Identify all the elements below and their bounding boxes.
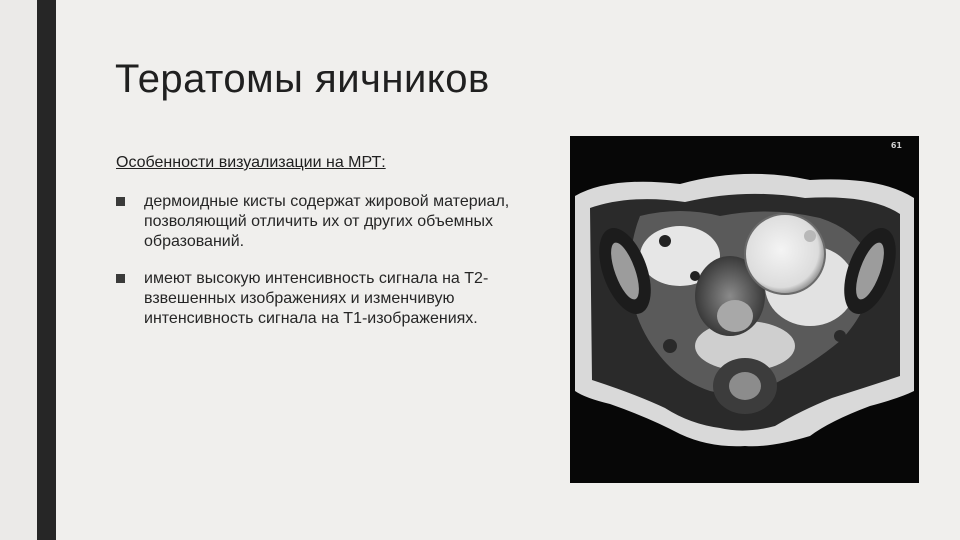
bullet-item <box>116 269 536 329</box>
square-bullet-icon <box>116 274 125 283</box>
slide-subtitle: Особенности визуализации на МРТ: <box>116 154 386 171</box>
mri-pelvis-scan <box>570 136 919 483</box>
bullet-item <box>116 192 536 252</box>
slide-title: Тератомы яичников <box>115 57 490 101</box>
mri-image <box>570 136 919 483</box>
image-number-label: 61 <box>890 141 902 150</box>
square-bullet-icon <box>116 197 125 206</box>
bullet-text: имеют высокую интенсивность сигнала на T2-взвешенных изображениях и изменчивую интенсивность сигнала на T1-изображениях. <box>144 270 489 327</box>
bullet-list <box>116 192 536 346</box>
left-accent-bar <box>37 0 56 540</box>
bullet-text: дермоидные кисты содержат жировой материал, позволяющий отличить их от других объемных образований. <box>144 193 510 250</box>
